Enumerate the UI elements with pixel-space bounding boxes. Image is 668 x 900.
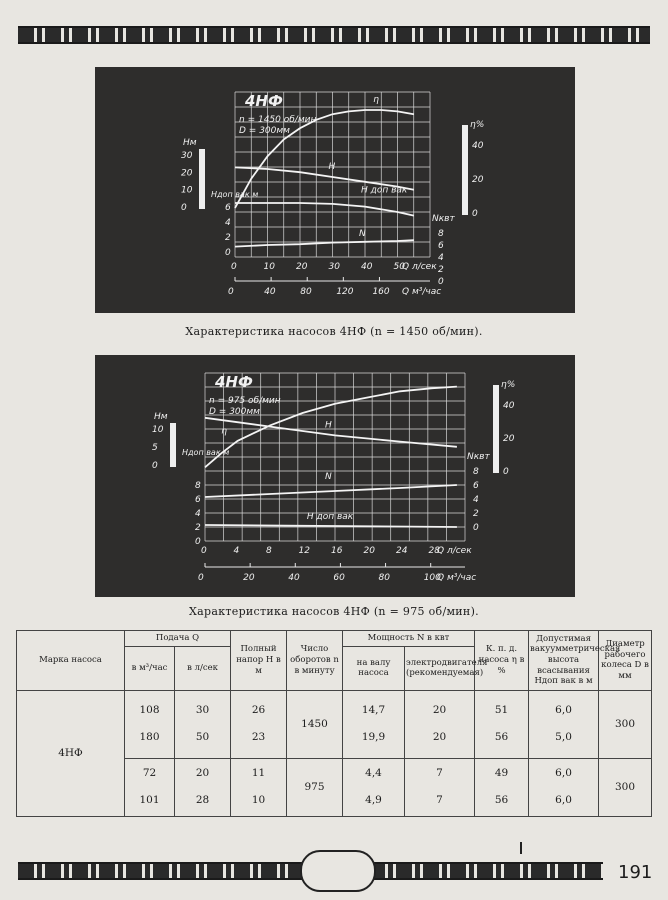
pump-spec-table [16,630,652,817]
x2-tick-label: 100 [423,573,441,583]
x-tick-label: 20 [296,262,308,272]
x2-tick-label: 120 [336,287,354,297]
left-gauge-bar [170,423,176,467]
header-head: Полный напор H в м [231,631,287,691]
x-tick-label: 12 [298,546,310,556]
table-cell: 11 10 [231,758,287,816]
table-cell-diameter: 300 [599,690,652,758]
x-tick-label: 0 [231,262,237,272]
table-cell: 7 7 [405,758,475,816]
x2-tick-label: 80 [378,573,391,583]
right-axis-tick: 2 [473,509,479,519]
left-gauge-tick: 0 [152,461,158,471]
chart-975-photo [95,355,575,597]
table-cell: 4,4 4,9 [343,758,405,816]
right-axis-tick: 8 [438,229,444,239]
table-cell-speed: 975 [287,758,343,816]
header-efficiency: К. п. д. насоса η в % [475,631,529,691]
left-gauge-tick: 10 [181,185,193,196]
table-cell: 26 23 [231,690,287,758]
chart-1450-photo [95,67,575,313]
series-label-head: H [328,162,336,172]
caption-1450: Характеристика насосов 4НФ (n = 1450 об/мин). [185,325,483,338]
right-axis-tick: 4 [438,253,444,263]
chart-title: 4НФ [245,92,283,110]
top-ornament-border [18,26,650,44]
right-gauge-tick: 0 [503,467,509,477]
left-gauge-tick: 30 [181,151,193,161]
left-axis-tick: 2 [195,523,201,533]
left-gauge-unit: Нм [154,412,168,422]
x2-tick-label: 160 [372,287,390,297]
right-axis-tick: 6 [473,481,479,491]
ink-mark [520,842,522,854]
chart-speed-label: n = 1450 об/мин [239,115,317,125]
table-cell: 51 56 [475,690,529,758]
header-power-shaft: на валу насоса [343,646,405,690]
right-axis-tick: 0 [473,523,479,533]
left-gauge-unit: Нм [183,138,197,148]
chart-title: 4НФ [215,373,253,391]
table-cell: 108 180 [125,690,175,758]
left-axis-tick: 4 [195,509,201,519]
left-gauge-note: Hдоп вак м [182,448,230,457]
series-label-suction: H доп вак [306,512,354,522]
x2-tick-label: 40 [264,287,276,297]
table-cell-diameter: 300 [599,758,652,816]
right-gauge-unit: η% [470,120,485,130]
x-tick-label: 0 [201,546,207,556]
x-tick-label: 10 [263,262,275,272]
series-label-power: N [359,228,366,239]
left-axis-tick: 6 [225,203,231,213]
table-cell: 49 56 [475,758,529,816]
chart-975 [95,355,575,597]
series-label-efficiency: η [373,95,379,105]
table-cell: 72 101 [125,758,175,816]
x2-tick-label: 0 [198,573,204,583]
x2-tick-label: 20 [243,573,255,583]
cell-brand: 4НФ [17,690,125,816]
series-line-suction [235,203,414,216]
table-cell: 6,0 5,0 [529,690,599,758]
header-brand: Марка насоса [17,631,125,691]
right-gauge-bar [462,125,468,215]
header-power: Мощность N в квт [343,631,475,647]
header-power-motor: электродвигателя (рекомендуемая) [405,646,475,690]
x-tick-label: 50 [393,262,405,272]
right-axis-tick: 0 [438,277,444,287]
x2-tick-label: 0 [228,287,234,297]
left-axis-tick: 6 [195,495,201,505]
chart-speed-label: n = 975 об/мин [209,396,281,406]
series-label-efficiency: η [221,426,227,437]
table-cell: 20 28 [175,758,231,816]
pump-emblem-icon [300,850,376,892]
left-gauge-tick: 10 [152,425,164,435]
left-axis-tick: 2 [225,233,231,243]
right-gauge-tick: 40 [503,401,515,411]
series-label-suction: H доп вак [361,185,408,196]
right-axis-tick: 6 [438,241,444,251]
x-tick-label: 20 [363,546,375,556]
right-axis-tick: 2 [438,265,444,275]
left-gauge-tick: 20 [181,168,193,179]
right-axis-tick: 8 [473,467,479,477]
chart-diameter-label: D = 300мм [209,407,260,417]
x-tick-label: 24 [396,546,408,556]
table-cell: 14,7 19,9 [343,690,405,758]
x-tick-label: 4 [233,546,240,556]
header-suction: Допустимая вакуумметрическая высота всасывания Hдоп вак в м [529,631,599,691]
x-tick-label: 8 [266,546,272,556]
right-axis-unit: Nквт [432,214,455,224]
header-flow-m3: в м³/час [125,646,175,690]
right-gauge-tick: 40 [472,141,484,151]
left-gauge-tick: 0 [181,203,187,213]
x-tick-label: 40 [361,262,373,272]
left-axis-tick: 8 [195,481,201,491]
right-axis-unit: Nквт [467,452,490,462]
table-cell-speed: 1450 [287,690,343,758]
right-gauge-tick: 0 [472,209,478,219]
table-cell: 6,0 6,0 [529,758,599,816]
left-gauge-note: Hдоп вак м [211,190,259,199]
caption-975: Характеристика насосов 4НФ (n = 975 об/мин). [189,605,479,618]
right-axis-tick: 4 [473,495,479,505]
x2-tick-label: 80 [300,287,312,297]
header-flow-ls: в л/сек [175,646,231,690]
header-flow: Подача Q [125,631,231,647]
x2-axis-unit: Q м³/час [437,573,477,583]
header-diameter: Диаметр рабочего колеса D в мм [599,631,652,691]
series-line-power [235,240,414,246]
right-gauge-tick: 20 [472,175,484,185]
header-speed: Число оборотов n в минуту [287,631,343,691]
right-gauge-unit: η% [501,380,516,390]
left-gauge-bar [199,149,205,209]
chart-1450 [95,67,575,313]
chart-diameter-label: D = 300мм [239,126,290,136]
left-axis-tick: 4 [225,218,231,228]
x2-axis-unit: Q м³/час [402,287,442,297]
x2-tick-label: 40 [288,573,300,583]
left-gauge-tick: 5 [152,443,158,453]
x-tick-label: 16 [331,546,343,556]
x-tick-label: 30 [328,262,340,272]
x2-tick-label: 60 [333,573,345,583]
left-axis-tick: 0 [195,537,201,547]
x-axis-unit: Q л/сек [402,262,437,272]
table-cell: 30 50 [175,690,231,758]
series-label-power: N [325,472,332,482]
right-gauge-tick: 20 [503,434,515,444]
x-tick-label: 28 [428,546,440,556]
series-label-head: H [325,420,332,431]
left-axis-tick: 0 [225,248,231,258]
table-cell: 20 20 [405,690,475,758]
x-axis-unit: Q л/сек [437,546,472,556]
right-gauge-bar [493,385,499,473]
page-number: 191 [618,862,653,883]
series-line-power [205,485,457,497]
